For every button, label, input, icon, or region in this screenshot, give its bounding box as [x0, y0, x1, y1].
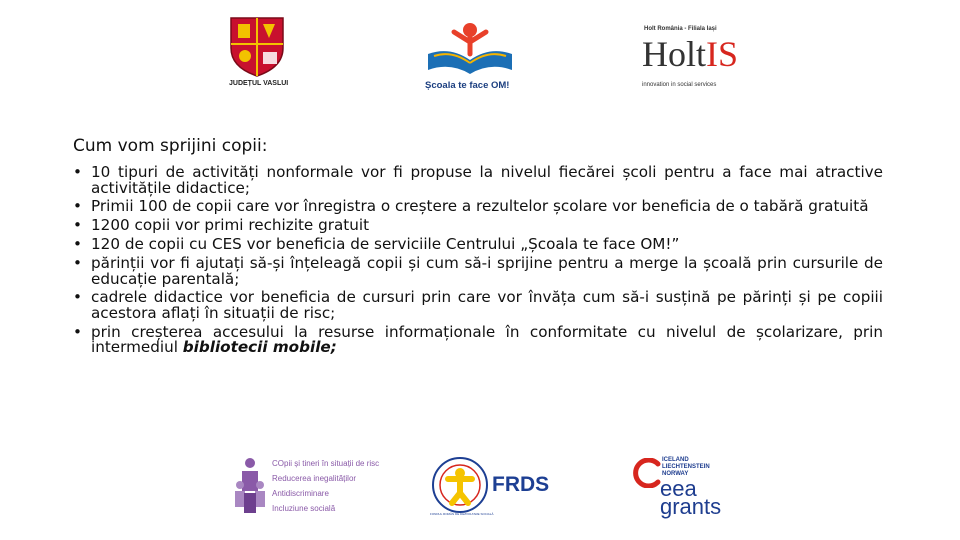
section-heading: Cum vom sprijini copii:: [73, 136, 268, 156]
scoala-caption: Școala te face OM!: [425, 80, 510, 91]
eea-country-3: NORWAY: [662, 471, 689, 477]
child-book-icon: [420, 20, 520, 82]
eea-line-1: eea: [660, 476, 697, 501]
list-item: [73, 322, 883, 357]
bullet-text: 120 de copii cu CES vor beneficia de serviciile Centrului „Școala te face OM!”: [91, 235, 680, 254]
eea-line-2: grants: [660, 494, 722, 519]
holtis-name-accent: IS: [706, 34, 739, 74]
frds-ring-text: FONDUL ROMÂN DE DEZVOLTARE SOCIALĂ: [430, 512, 494, 516]
bullet-text: părinții vor fi ajutați să-și înțeleagă copii și cum să-i sprijine pentru a merge la școală prin cursurile de educație parentală;: [91, 254, 883, 288]
eea-country-1: ICELAND: [662, 457, 689, 463]
list-item: [73, 199, 883, 215]
holtis-tagline: innovation in social services: [642, 82, 717, 88]
list-item: [73, 256, 883, 287]
list-item: [73, 165, 883, 196]
crai-logo: [232, 455, 382, 519]
bullet-text: 10 tipuri de activități nonformale vor fi propuse la nivelul fiecărei școli pentru a face mai atractive activitățile didactice;: [91, 163, 883, 197]
eea-grants-logo: [630, 454, 740, 520]
holtis-wordmark: [642, 34, 738, 74]
scoala-te-face-om-logo: [420, 20, 520, 92]
holtis-name: Holt: [642, 34, 707, 74]
frds-logo: [430, 455, 550, 521]
vaslui-crest-icon: [225, 14, 289, 78]
frds-emblem-icon: [430, 455, 490, 519]
eea-country-2: LIECHTENSTEIN: [662, 464, 710, 470]
bullet-text: cadrele didactice vor beneficia de cursuri prin care vor învăța cum să-i susțină pe părinți și pe copiii acestora aflați în situații de risc;: [91, 288, 883, 322]
holtis-topline: Holt România - Filiala Iași: [644, 26, 717, 32]
bullet-text: prin creșterea accesului la resurse informaționale în conformitate cu nivelul de școlarizare, prin intermediul: [91, 322, 883, 357]
bullet-text: Primii 100 de copii care vor înregistra o creștere a rezultelor școlare vor beneficia de o tabără gratuită: [91, 197, 869, 216]
eea-arcs-icon: [632, 458, 662, 488]
people-group-icon: [232, 455, 268, 515]
list-item: [73, 218, 883, 234]
bullet-text: 1200 copii vor primi rechizite gratuit: [91, 216, 370, 235]
holtis-logo: [640, 26, 740, 92]
list-item: [73, 237, 883, 253]
crai-line-2: Reducerea inegalităților: [272, 474, 357, 483]
crai-line-4: Incluziune socială: [272, 504, 336, 513]
bullet-list: [73, 165, 883, 359]
crai-line-3: Antidiscriminare: [272, 489, 329, 498]
list-item: [73, 290, 883, 321]
frds-name: FRDS: [492, 473, 550, 496]
crai-line-1: COpii și tineri în situații de risc: [272, 459, 380, 468]
vaslui-caption: JUDEȚUL VASLUI: [229, 80, 289, 87]
bullet-emphasis: bibliotecii mobile;: [182, 338, 337, 357]
vaslui-county-logo: [225, 14, 289, 94]
